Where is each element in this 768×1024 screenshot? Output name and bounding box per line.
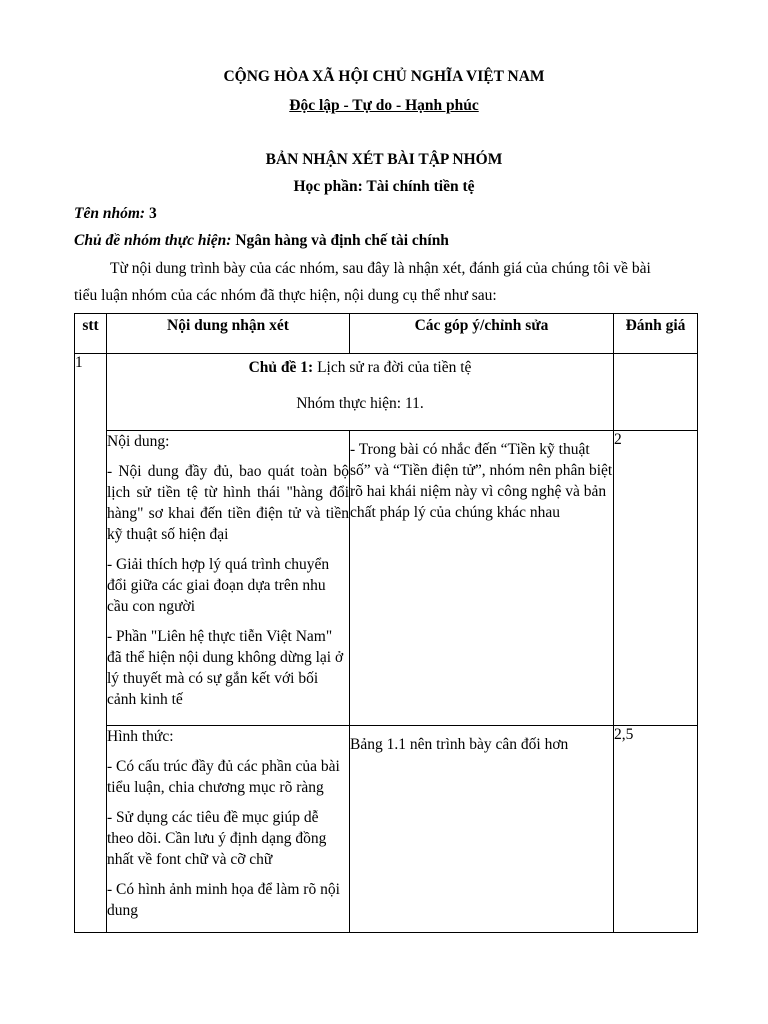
header-comments: Các góp ý/chỉnh sửa (350, 314, 614, 354)
content-point-1: - Nội dung đầy đủ, bao quát toàn bộ lịch sử tiền tệ từ hình thái "hàng đổi hàng" sơ khai đến tiền điện tử và tiền kỹ thuật số hiện đại (107, 463, 349, 543)
form-cell (107, 726, 350, 933)
topic-cell-value: Lịch sử ra đời của tiền tệ (317, 359, 472, 376)
form-score: 2,5 (614, 726, 698, 933)
header-score: Đánh giá (614, 314, 698, 354)
table-header-row (75, 314, 698, 354)
content-point-2: - Giải thích hợp lý quá trình chuyển đổi giữa các giai đoạn dựa trên nhu cầu con người (107, 556, 330, 615)
content-row (75, 431, 698, 726)
form-row (75, 726, 698, 933)
group-line (74, 205, 157, 223)
topic-score-cell (614, 354, 698, 431)
form-point-1: - Có cấu trúc đầy đủ các phần của bài tiểu luận, chia chương mục rõ ràng (107, 758, 340, 796)
content-score: 2 (614, 431, 698, 726)
intro-line-2: tiểu luận nhóm của các nhóm đã thực hiện, nội dung cụ thể như sau: (74, 287, 497, 304)
content-heading: Nội dung: (107, 433, 170, 450)
header-content: Nội dung nhận xét (107, 314, 350, 354)
review-table (74, 313, 698, 933)
intro-line-1: Từ nội dung trình bày của các nhóm, sau đây là nhận xét, đánh giá của chúng tôi về bài (110, 260, 651, 277)
group-performer: Nhóm thực hiện: 11. (296, 395, 424, 412)
content-point-3: - Phần "Liên hệ thực tiễn Việt Nam" đã thể hiện nội dung không dừng lại ở lý thuyết mà có sự gắn kết với bối cảnh kinh tế (107, 628, 344, 708)
content-cell (107, 431, 350, 726)
country-heading: CỘNG HÒA XÃ HỘI CHỦ NGHĨA VIỆT NAM (223, 68, 545, 85)
form-point-3: - Có hình ảnh minh họa để làm rõ nội dung (107, 881, 340, 919)
row-number: 1 (75, 354, 107, 933)
topic-label: Chủ đề nhóm thực hiện: (74, 232, 232, 249)
motto: Độc lập - Tự do - Hạnh phúc (289, 97, 479, 114)
topic-cell (107, 354, 614, 431)
course-line: Học phần: Tài chính tiền tệ (293, 178, 475, 195)
form-heading: Hình thức: (107, 728, 174, 745)
content-comment-cell: - Trong bài có nhắc đến “Tiền kỹ thuật số” và “Tiền điện tử”, nhóm nên phân biệt rõ hai khái niệm này vì công nghệ và bản chất pháp lý của chúng khác nhau (350, 431, 614, 726)
form-point-2: - Sử dụng các tiêu đề mục giúp dễ theo dõi. Cần lưu ý định dạng đồng nhất về font chữ và cỡ chữ (107, 809, 327, 868)
topic-row (75, 354, 698, 431)
form-comment-cell: Bảng 1.1 nên trình bày cân đối hơn (350, 726, 614, 933)
document-title: BẢN NHẬN XÉT BÀI TẬP NHÓM (265, 151, 503, 168)
group-label: Tên nhóm: (74, 205, 146, 222)
group-value: 3 (148, 205, 157, 222)
topic-line (74, 232, 449, 250)
topic-value: Ngân hàng và định chế tài chính (235, 232, 449, 249)
topic-cell-label: Chủ đề 1: (248, 359, 314, 376)
header-stt: stt (75, 314, 107, 354)
